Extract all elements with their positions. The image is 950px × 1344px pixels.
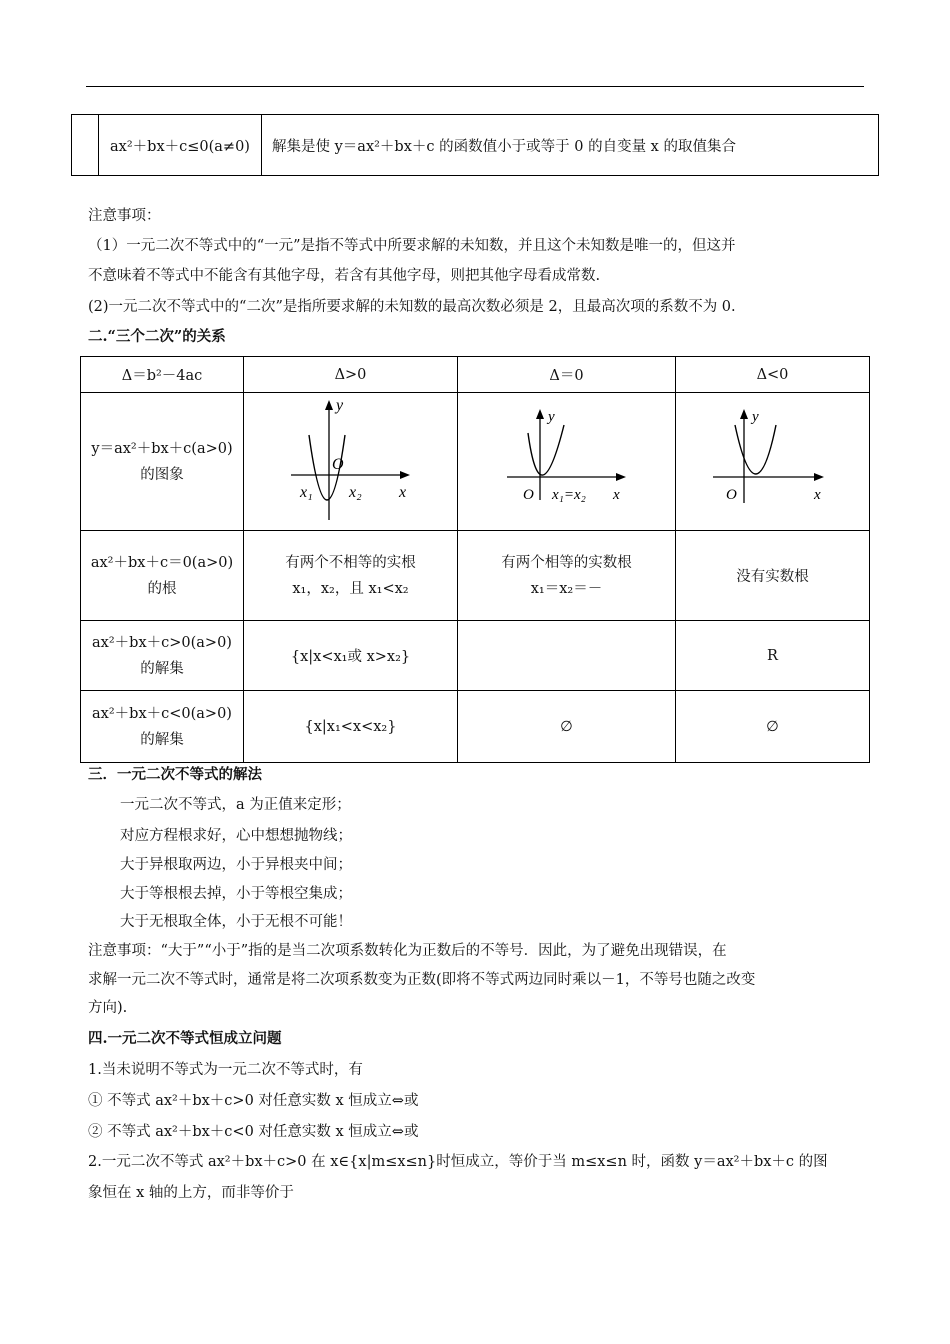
table-row [81,691,870,763]
lt-positive-cell: {x|x₁<x<x₂} [244,691,458,763]
table-row [81,393,870,531]
gt-positive-cell: {x|x<x₁或 x>x₂} [244,621,458,691]
svg-text:x₂: x₂ [348,483,362,501]
header-rule [86,86,864,87]
note-line-3: (2)一元二次不等式中的“二次”是指所要求解的未知数的最高次数必须是 2，且最高次项的系数不为 0. [88,299,736,315]
gt-zero-cell [458,621,676,691]
section-4-line-4: 2.一元二次不等式 ax²＋bx＋c>0 在 x∈{x|m≤x≤n}时恒成立，等价于当 m≤x≤n 时，函数 y＝ax²＋bx＋c 的图 [88,1154,828,1170]
section-3-note-1: 注意事项：“大于”“小于”指的是当二次项系数转化为正数后的不等号．因此，为了避免出现错误，在 [88,943,727,959]
svg-text:x₁=x₂: x₁=x₂ [551,486,586,503]
graph-zero-cell [458,393,676,531]
table-row [72,115,879,176]
graph-positive-cell [244,393,458,531]
section-4-line-1: 1.当未说明不等式为一元二次不等式时，有 [88,1062,363,1078]
poem-line-5: 大于无根取全体，小于无根不可能！ [120,914,352,930]
top-table [71,114,879,176]
header-zero: Δ＝0 [458,357,676,393]
section-4-title: 四.一元二次不等式恒成立问题 [88,1030,282,1047]
svg-text:x₁: x₁ [299,483,313,501]
inequality-cell: ax²＋bx＋c≤0(a≠0) [99,115,262,176]
table-row [81,531,870,621]
graph-row-label: y＝ax²＋bx＋c(a>0) 的图象 [81,393,244,531]
table-row [81,357,870,393]
svg-text:x: x [612,486,620,503]
note-line-2: 不意味着不等式中不能含有其他字母，若含有其他字母，则把其他字母看成常数. [88,268,601,284]
svg-text:x: x [813,486,821,503]
header-positive: Δ>0 [244,357,458,393]
graph-negative-cell [676,393,870,531]
poem-line-2: 对应方程根求好，心中想想抛物线； [120,828,352,844]
section-4-line-5: 象恒在 x 轴的上方，而非等价于 [88,1185,294,1201]
empty-cell [72,115,99,176]
poem-line-3: 大于异根取两边，小于异根夹中间； [120,857,352,873]
note-line-1: （1）一元二次不等式中的“一元”是指不等式中所要求解的未知数，并且这个未知数是唯一的，但这并 [88,238,736,254]
section-3-note-2: 求解一元二次不等式时，通常是将二次项系数变为正数(即将不等式两边同时乘以－1，不等号也随之改变 [88,972,756,988]
poem-line-1: 一元二次不等式，a 为正值来定形； [120,797,351,813]
lt-zero-cell: ∅ [458,691,676,763]
gt-negative-cell: R [676,621,870,691]
lt-negative-cell: ∅ [676,691,870,763]
svg-text:y: y [547,408,555,425]
roots-zero-cell: 有两个相等的实数根 x₁＝x₂＝－ [458,531,676,621]
svg-text:O: O [522,486,534,503]
svg-text:O: O [331,455,344,473]
svg-text:y: y [751,408,759,425]
lt-row-label: ax²＋bx＋c<0(a>0) 的解集 [81,691,244,763]
parabola-two-roots-graph [286,395,416,525]
roots-row-label: ax²＋bx＋c＝0(a>0) 的根 [81,531,244,621]
parabola-no-root-graph [708,405,838,515]
roots-positive-cell: 有两个不相等的实根 x₁，x₂，且 x₁<x₂ [244,531,458,621]
header-discriminant: Δ＝b²－4ac [81,357,244,393]
notes-title: 注意事项： [88,208,161,224]
table-row [81,621,870,691]
section-3-title: 三．一元二次不等式的解法 [88,766,262,783]
header-negative: Δ<0 [676,357,870,393]
svg-text:x: x [398,483,406,501]
section-4-line-3: ② 不等式 ax²＋bx＋c<0 对任意实数 x 恒成立⇔或 [88,1124,419,1140]
description-cell: 解集是使 y＝ax²＋bx＋c 的函数值小于或等于 0 的自变量 x 的取值集合 [262,115,879,176]
gt-row-label: ax²＋bx＋c>0(a>0) 的解集 [81,621,244,691]
svg-text:y: y [335,396,343,414]
parabola-one-root-graph [502,405,632,515]
section-3-note-3: 方向). [88,1000,128,1016]
section-2-title: 二.“三个二次”的关系 [88,328,226,345]
poem-line-4: 大于等根根去掉，小于等根空集成； [120,886,352,902]
three-quadratics-table [80,356,870,763]
section-4-line-2: ① 不等式 ax²＋bx＋c>0 对任意实数 x 恒成立⇔或 [88,1093,419,1109]
svg-text:O: O [725,486,737,503]
roots-negative-cell: 没有实数根 [676,531,870,621]
